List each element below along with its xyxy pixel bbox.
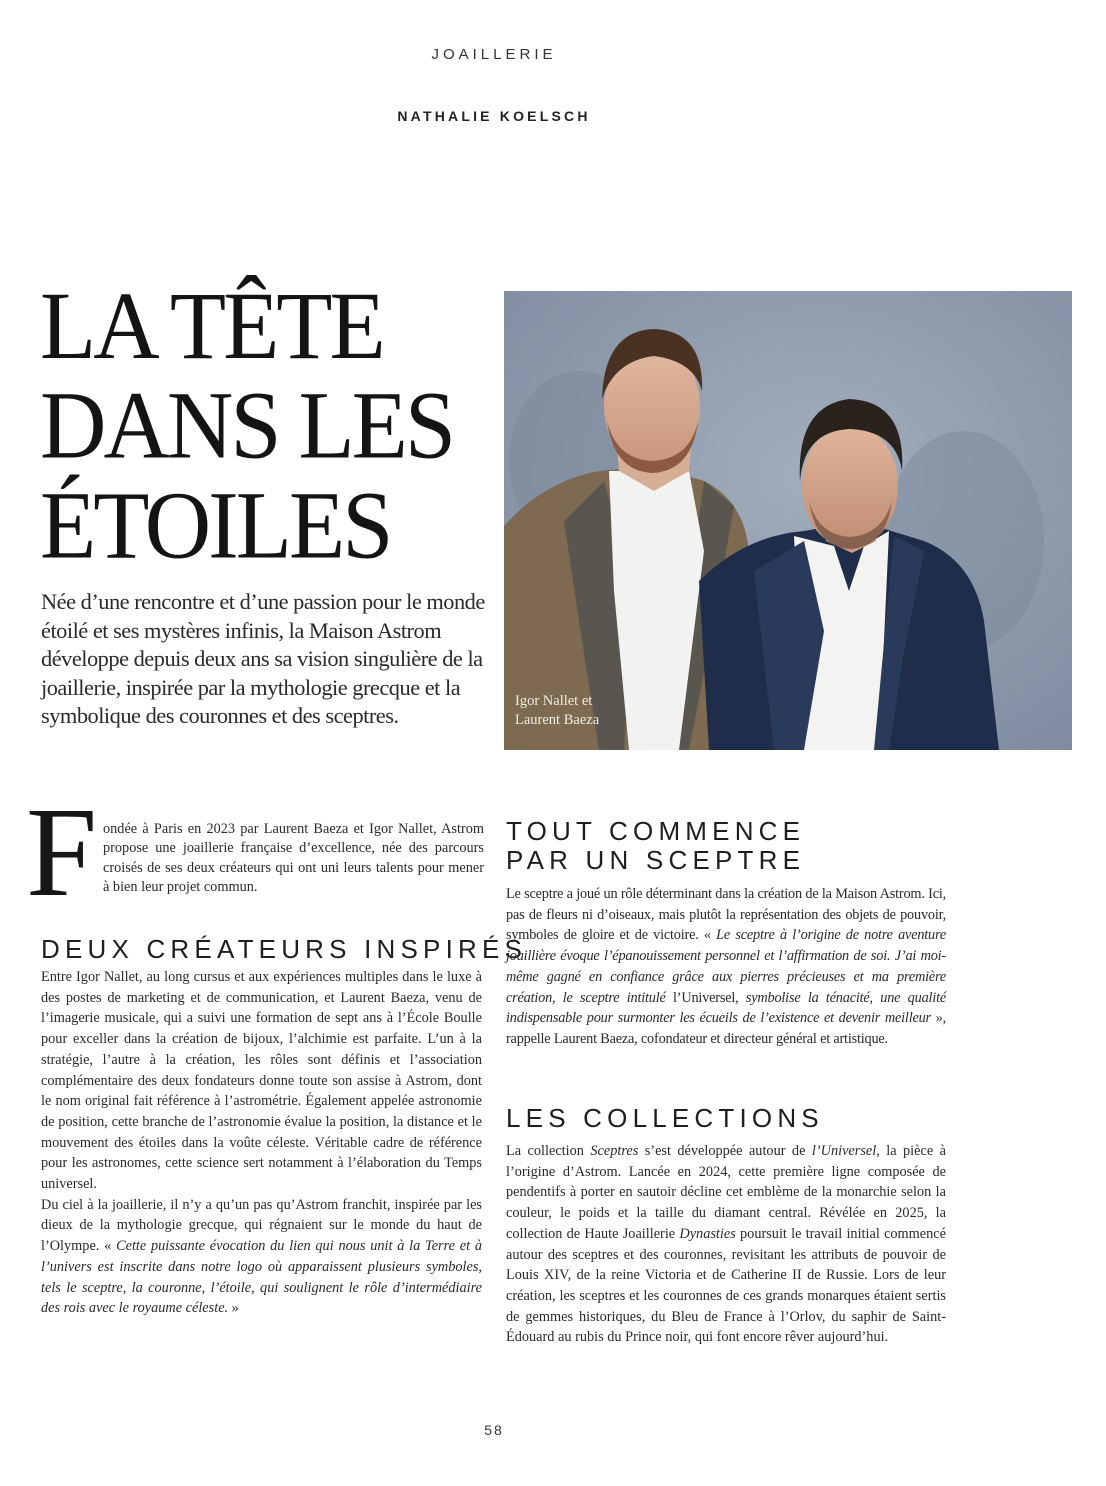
right-face (802, 424, 898, 548)
paragraph: Entre Igor Nallet, au long cursus et aux expériences multiples dans le luxe à des postes de marketing et de communication, et Laurent Baeza, venu de l’imagerie musicale, qui a suivi une formation de sept ans à l’École Boulle pour exceller dans la création de bijoux, l’alchimie est parfaite. L’un à la stratégie, l’autre à la création, les rôles sont définis et l’association complémentaire des deux fondateurs donne toute son assise à Astrom, dont le nom original fait référence à l’astrométrie. Également appelée astronomie de position, cette branche de l’astronomie évalue la position, la distance et le mouvement des étoiles dans la voûte céleste. Véritable cadre de référence pour les astronomes, cette science sert notamment à l’élaboration du Temps universel. (41, 969, 482, 1193)
text-run: La collection (506, 1143, 591, 1159)
text-run: l’Universel, (665, 989, 746, 1006)
heading-line: PAR UN SCEPTRE (506, 845, 806, 875)
quote-text: Le sceptre à l’origine de notre aventure joaillière évoque l’épanouissement personnel et l’affirmation de soi. J’ai moi-même gagné en confiance grâce aux pierres précieuses et ma première création, le sceptre intitulé (506, 927, 946, 1006)
quote-text: Cette puissante évocation du lien qui nous unit à la Terre et à l’univers est inscrite dans notre logo où apparaissent plusieurs symboles, tels le sceptre, la couronne, l’étoile, qui soulignent le rôle d’intermédiaire des rois avec le royaume céleste. (41, 1238, 482, 1317)
founders-photo (504, 291, 1072, 750)
text-run: Du ciel à la joaillerie, il n’y a qu’un pas qu’Astrom franchit, inspirée par les dieux de la mythologie grecque, qui régnaient sur le monde du haut de l’Olympe. « (41, 1196, 482, 1255)
drop-cap: F (26, 781, 98, 923)
intro-paragraph: ondée à Paris en 2023 par Laurent Baeza et Igor Nallet, Astrom propose une joaillerie française d’excellence, née des parcours croisés de ses deux créateurs qui ont uni leurs talents pour mener à bien leur projet commun. (103, 821, 484, 896)
article-standfirst: Née d’une rencontre et d’une passion pour le monde étoilé et ses mystères infinis, la Maison Astrom développe depuis deux ans sa vision singulière de la joaillerie, inspirée par la mythologie grecque et la symbolique des couronnes et des sceptres. (41, 589, 485, 728)
caption-line: Igor Nallet et (515, 693, 593, 709)
paragraph (41, 1195, 482, 1319)
caption-line: Laurent Baeza (515, 712, 600, 728)
collection-name: Dynasties (679, 1225, 736, 1242)
text-run: Le sceptre a joué un rôle déterminant dans la création de la Maison Astrom. Ici, pas de fleurs ni d’oiseaux, mais plutôt la représentation des objets de pouvoir, symboles de gloire et de victoire. « (506, 886, 946, 944)
section-heading-createurs: DEUX CRÉATEURS INSPIRÉS (41, 934, 528, 964)
section-heading-collections: LES COLLECTIONS (506, 1103, 824, 1133)
quote-text: symbolise la ténacité, une qualité indispensable pour surmonter les écueils de l’existence et devenir meilleur (506, 989, 946, 1027)
section-body-createurs (41, 967, 482, 1319)
title-line: LA TÊTE (40, 271, 383, 379)
photo-caption (515, 692, 599, 730)
title-line: DANS LES (40, 371, 454, 479)
text-run: » (228, 1300, 239, 1317)
text-run: , la pièce à l’origine d’Astrom. Lancée en 2024, cette première ligne composée de pendentifs à porter en sautoir décline cet emblème de la monarchie selon la couleur, le poids et la taille du diamant central. Révélée en 2025, la collection de Haute Joaillerie (506, 1143, 946, 1242)
author-byline: NATHALIE KOELSCH (397, 108, 591, 124)
text-run: », rappelle Laurent Baeza, cofondateur et directeur général et artistique. (506, 1010, 946, 1047)
section-heading-sceptre (506, 817, 805, 875)
page-number: 58 (484, 1422, 504, 1438)
collection-name: Sceptres (590, 1143, 639, 1159)
heading-line: TOUT COMMENCE (506, 816, 806, 846)
section-body-collections (506, 1141, 946, 1348)
text-run: s’est développée autour de (638, 1143, 812, 1159)
section-body-sceptre (506, 884, 946, 1050)
title-line: ÉTOILES (40, 471, 391, 579)
article-title (40, 271, 500, 579)
photo-illustration (504, 291, 1072, 750)
section-rubric: JOAILLERIE (431, 46, 557, 63)
piece-name: l’Universel (811, 1143, 877, 1159)
text-run: poursuit le travail initial commencé autour des sceptres et des couronnes, revisitant les attributs de pouvoir de Louis XIV, de la reine Victoria et de Catherine II de Russie. Lors de leur création, les sceptres et les couronnes de ces grands monarques étaient sertis de gemmes historiques, du Bleu de France à l’Orlov, du saphir de Saint-Édouard au rubis du Prince noir, qui font encore rêver aujourd’hui. (506, 1225, 946, 1346)
